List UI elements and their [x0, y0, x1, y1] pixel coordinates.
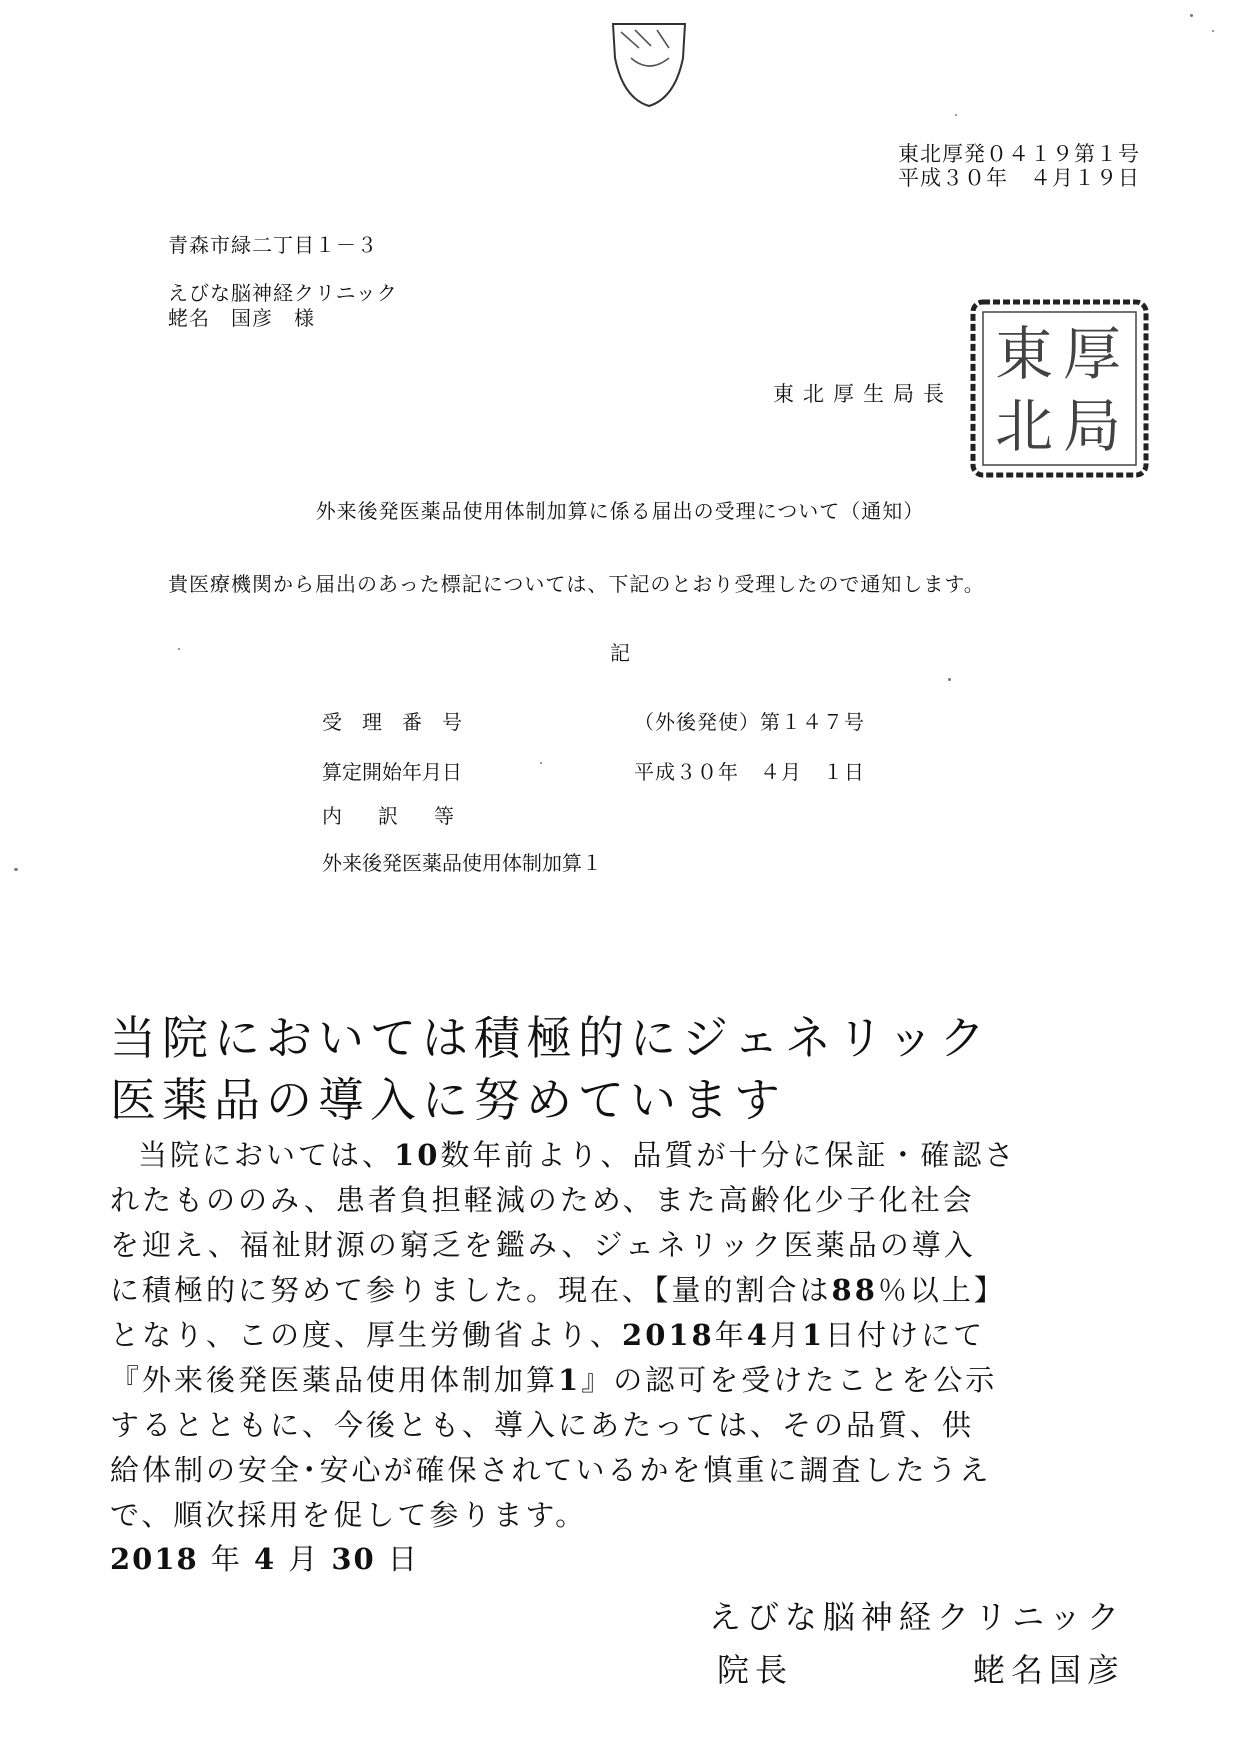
scan-speck — [540, 762, 542, 764]
details-label: 内訳等 — [322, 804, 490, 828]
svg-text:北: 北 — [995, 392, 1054, 460]
reception-number-label: 受理番号 — [322, 710, 482, 734]
paragraph-line-1: 当院においては、10数年前より、品質が十分に保証・確認さ — [138, 1138, 1017, 1172]
recipient-name: 蛯名 国彦 様 — [168, 306, 315, 330]
scan-speck — [948, 678, 951, 681]
details-value: 外来後発医薬品使用体制加算１ — [322, 851, 602, 875]
paragraph-line-2: れたもののみ、患者負担軽減のため、また高齢化少子化社会 — [110, 1183, 975, 1217]
document-number: 東北厚発０４１９第１号 — [898, 142, 1140, 166]
scan-speck — [955, 114, 957, 116]
recipient-address: 青森市緑二丁目１－３ — [168, 233, 378, 257]
notice-subject: 外来後発医薬品使用体制加算に係る届出の受理について（通知） — [315, 499, 925, 523]
start-date-label: 算定開始年月日 — [322, 760, 462, 784]
headline-line-2: 医薬品の導入に努めています — [110, 1073, 786, 1127]
paragraph-line-5: となり、この度、厚生労働省より、2018年4月1日付けにて — [110, 1318, 986, 1352]
document-date: 平成３０年 ４月１９日 — [898, 166, 1140, 190]
scan-speck — [178, 648, 180, 650]
svg-text:東: 東 — [995, 320, 1054, 388]
svg-text:局: 局 — [1063, 392, 1122, 460]
sender-title: 東北厚生局長 — [773, 382, 953, 406]
scan-speck — [14, 868, 18, 871]
paragraph-line-6: 『外来後発医薬品使用体制加算1』の認可を受けたことを公示 — [110, 1363, 998, 1397]
recipient-clinic: えびな脳神経クリニック — [168, 281, 398, 305]
start-date-value: 平成３０年 ４月 １日 — [634, 760, 865, 784]
watermark-mark — [605, 18, 693, 110]
svg-text:厚: 厚 — [1063, 320, 1122, 388]
notice-ki: 記 — [610, 641, 630, 665]
headline-line-1: 当院においては積極的にジェネリック — [110, 1011, 992, 1065]
paragraph-line-7: するとともに、今後とも、導入にあたっては、その品質、供 — [110, 1408, 975, 1442]
reception-number-value: （外後発使）第１４７号 — [634, 710, 865, 734]
scan-speck — [1190, 14, 1193, 17]
signature-date: 2018 年 4 月 30 日 — [110, 1542, 419, 1576]
signature-clinic: えびな脳神経クリニック — [708, 1598, 1125, 1636]
official-seal — [967, 296, 1152, 481]
signature-title: 院長 — [717, 1651, 794, 1689]
paragraph-line-3: を迎え、福祉財源の窮乏を鑑み、ジェネリック医薬品の導入 — [110, 1228, 976, 1262]
notice-body: 貴医療機関から届出のあった標記については、下記のとおり受理したので通知します。 — [168, 572, 985, 596]
signature-name: 蛯名国彦 — [972, 1651, 1125, 1689]
paragraph-line-4: に積極的に努めて参りました。現在、【量的割合は88％以上】 — [110, 1273, 1006, 1307]
paragraph-line-9: で、順次採用を促して参ります。 — [110, 1498, 588, 1532]
scan-speck — [1212, 30, 1214, 32]
paragraph-line-8: 給体制の安全･安心が確保されているかを慎重に調査したうえ — [110, 1453, 992, 1487]
